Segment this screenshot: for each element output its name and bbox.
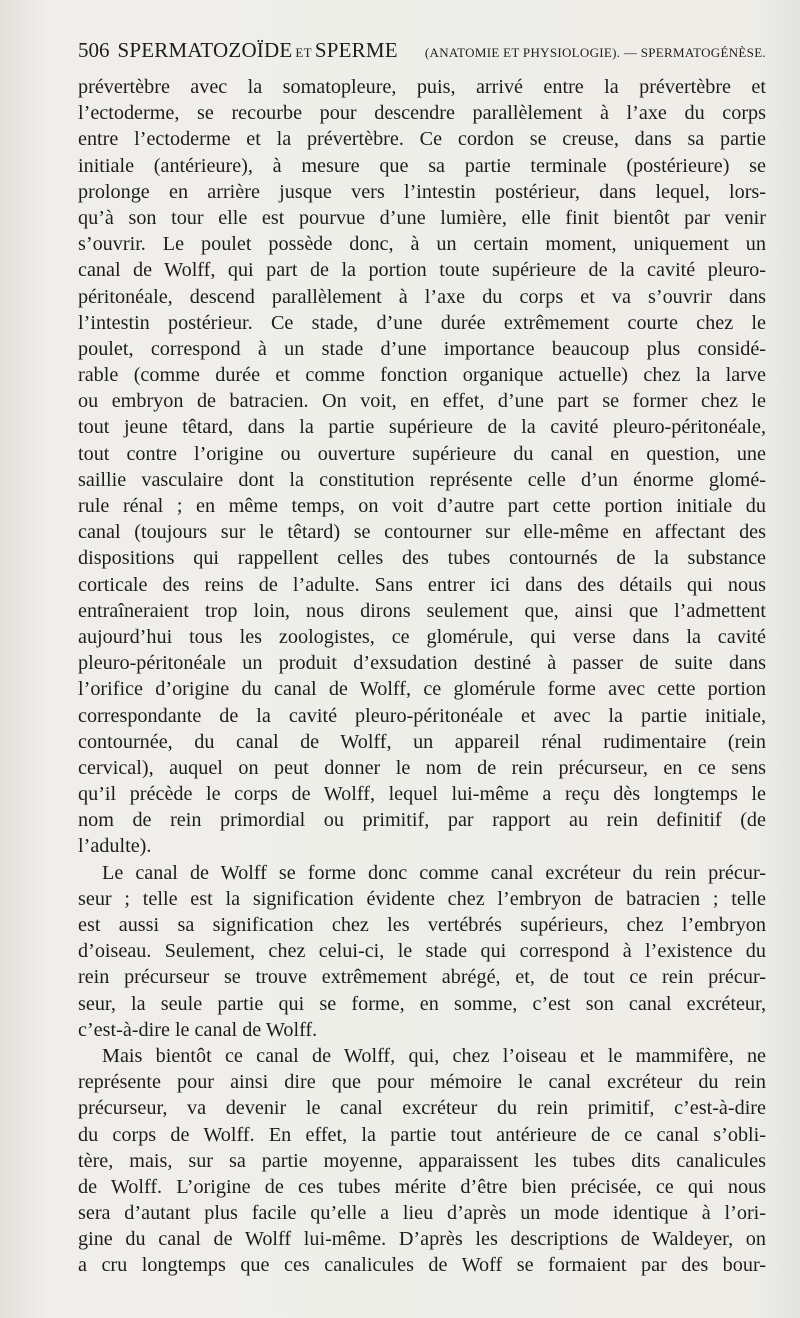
text-line: nom de rein primordial ou primitif, par rapport au rein definitif (de [78, 809, 766, 832]
text-line: Mais bientôt ce canal de Wolff, qui, chez l’oiseau et le mammifère, ne [102, 1044, 766, 1067]
text-line: ou embryon de batracien. On voit, en effet, d’une part se former chez le [78, 390, 766, 413]
running-header [78, 38, 766, 74]
text-line: tout jeune têtard, dans la partie supérieure de la cavité pleuro-péritonéale, [78, 416, 766, 439]
text-line: représente pour ainsi dire que pour mémoire le canal excréteur du rein [78, 1071, 766, 1094]
text-line: qu’il précède le corps de Wolff, lequel lui-même a reçu dès longtemps le [78, 783, 766, 806]
text-line: saillie vasculaire dont la constitution représente celle d’un énorme glomé- [78, 468, 766, 491]
text-line: prolonge en arrière jusque vers l’intestin postérieur, dans lequel, lors- [78, 180, 766, 203]
header-title-part2: SPERME [314, 38, 398, 62]
text-line: a cru longtemps que ces canalicules de Woff se formaient par des bour- [78, 1254, 766, 1277]
text-line: dispositions qui rappellent celles des tubes contournés de la substance [78, 547, 766, 570]
text-line: l’orifice d’origine du canal de Wolff, ce glomérule forme avec cette portion [78, 678, 766, 701]
text-line: contournée, du canal de Wolff, un appareil rénal rudimentaire (rein [78, 730, 766, 753]
text-line: aujourd’hui tous les zoologistes, ce glomérule, qui verse dans la cavité [78, 625, 766, 648]
text-line: qu’à son tour elle est pourvue d’une lumière, elle finit bientôt par venir [78, 206, 766, 229]
text-line: est aussi sa signification chez les vertébrés supérieurs, chez l’embryon [78, 914, 766, 936]
text-line: Le canal de Wolff se forme donc comme canal excréteur du rein précur- [102, 861, 766, 884]
text-line: canal (toujours sur le têtard) se contourner sur elle-même en affectant des [78, 521, 766, 544]
text-line: l’adulte). [78, 835, 152, 858]
text-line: poulet, correspond à un stade d’une importance beaucoup plus considé- [78, 337, 766, 360]
text-line: cervical), auquel on peut donner le nom de rein précurseur, en ce sens [78, 756, 766, 779]
text-line: seur ; telle est la signification évidente chez l’embryon de batracien ; telle [78, 887, 766, 910]
text-line: rable (comme durée et comme fonction organique actuelle) chez la larve [78, 364, 766, 387]
text-line: entre l’ectoderme et la prévertèbre. Ce cordon se creuse, dans sa partie [78, 128, 766, 151]
text-line: prévertèbre avec la somatopleure, puis, arrivé entre la prévertèbre et [78, 76, 766, 98]
header-subtitle: (ANATOMIE ET PHYSIOLOGIE). — SPERMATOGÉNÈSE. [424, 45, 766, 60]
body-text [78, 74, 766, 1279]
text-line: d’oiseau. Seulement, chez celui-ci, le stade qui correspond à l’existence du [78, 940, 766, 963]
text-line: corticale des reins de l’adulte. Sans entrer ici dans des détails qui nous [78, 573, 766, 596]
text-line: rule rénal ; en même temps, on voit d’autre part cette portion initiale du [78, 495, 766, 517]
text-line: l’intestin postérieur. Ce stade, d’une durée extrêmement courte chez le [78, 311, 766, 334]
text-line: péritonéale, descend parallèlement à l’axe du corps et va s’ouvrir dans [78, 285, 766, 308]
text-line: seur, la seule partie qui se forme, en somme, c’est son canal excréteur, [78, 992, 766, 1015]
text-line: s’ouvrir. Le poulet possède donc, à un certain moment, uniquement un [78, 233, 766, 256]
page-number: 506 [78, 38, 110, 62]
text-line: du corps de Wolff. En effet, la partie tout antérieure de ce canal s’obli- [78, 1123, 766, 1146]
text-line: entraîneraient trop loin, nous dirons seulement que, ainsi que l’admettent [78, 599, 766, 622]
header-title-part1: SPERMATOZOÏDE [117, 38, 293, 62]
header-title-et: ET [295, 45, 312, 60]
text-line: tout contre l’origine ou ouverture supérieure du canal en question, une [78, 442, 766, 465]
text-line: sera d’autant plus facile qu’elle a lieu d’après un mode identique à l’ori- [78, 1202, 766, 1225]
text-line: précurseur, va devenir le canal excréteur du rein primitif, c’est-à-dire [78, 1097, 766, 1120]
text-line: pleuro-péritonéale un produit d’exsudation destiné à passer de suite dans [78, 652, 766, 675]
text-line: rein précurseur se trouve extrêmement abrégé, et, de tout ce rein précur- [78, 966, 766, 989]
text-line: initiale (antérieure), à mesure que sa partie terminale (postérieure) se [78, 154, 766, 177]
text-line: correspondante de la cavité pleuro-péritonéale et avec la partie initiale, [78, 704, 766, 727]
text-line: tère, mais, sur sa partie moyenne, apparaissent les tubes dits canalicules [78, 1149, 766, 1172]
text-line: c’est-à-dire le canal de Wolff. [78, 1018, 318, 1041]
text-line: canal de Wolff, qui part de la portion toute supérieure de la cavité pleuro- [78, 259, 766, 282]
text-line: de Wolff. L’origine de ces tubes mérite d’être bien précisée, ce qui nous [78, 1175, 766, 1198]
text-line: gine du canal de Wolff lui-même. D’après les descriptions de Waldeyer, on [78, 1228, 766, 1251]
text-line: l’ectoderme, se recourbe pour descendre parallèlement à l’axe du corps [78, 102, 766, 125]
